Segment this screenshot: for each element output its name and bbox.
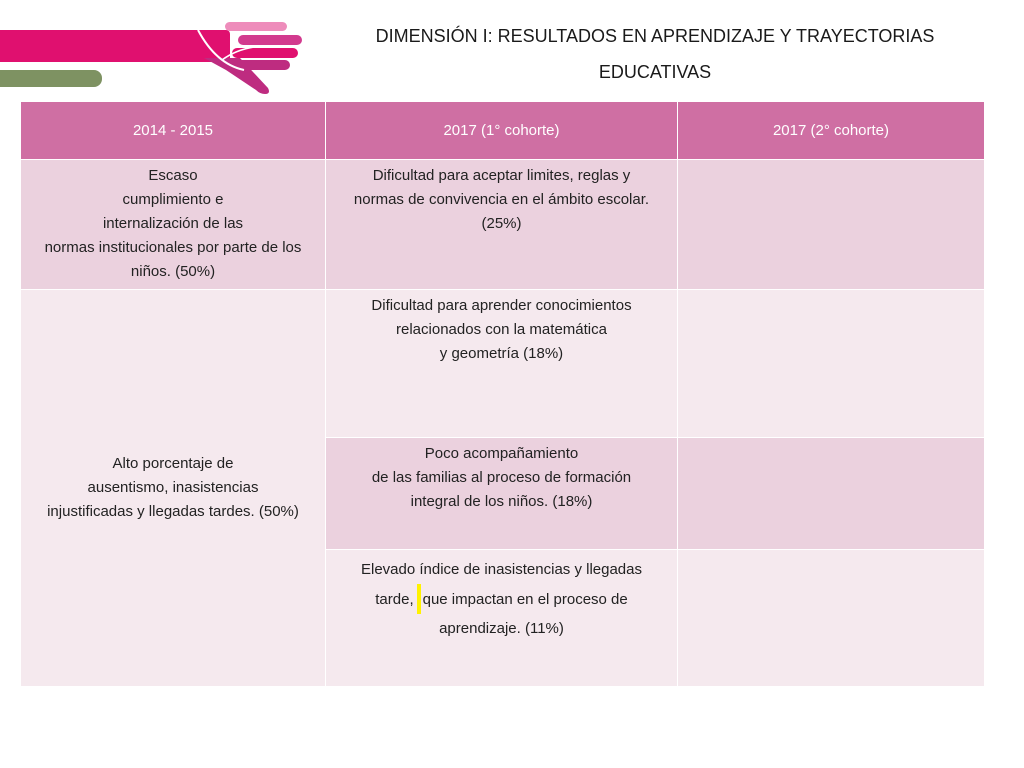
cell-line: Dificultad para aceptar limites, reglas y — [372, 167, 631, 184]
table-cell-empty — [678, 290, 984, 437]
cell-line: de las familias al proceso de formación — [371, 469, 632, 486]
table-cell-empty — [678, 438, 984, 549]
cell-line: internalización de las — [102, 215, 244, 232]
header-2017-cohort-1: 2017 (1° cohorte) — [326, 102, 677, 159]
logo-finger-2 — [238, 35, 302, 45]
header-2017-cohort-2: 2017 (2° cohorte) — [678, 102, 984, 159]
table-cell-merged — [21, 290, 325, 686]
cell-line: integral de los niños. (18%) — [410, 493, 593, 510]
text-cursor-highlight — [417, 584, 421, 614]
cell-line: normas de convivencia en el ámbito escolar. — [353, 191, 650, 208]
logo-finger-1 — [225, 22, 287, 31]
cell-line: y geometría (18%) — [439, 345, 564, 362]
logo-magenta-bar — [0, 30, 230, 62]
cell-line — [334, 584, 669, 614]
table-cell — [326, 290, 677, 437]
cell-line: aprendizaje. (11%) — [439, 620, 564, 637]
cell-text: tarde, — [375, 591, 414, 608]
cell-line: Dificultad para aprender conocimientos — [371, 297, 632, 314]
cell-line: (25%) — [481, 215, 522, 232]
title-line-1: DIMENSIÓN I: RESULTADOS EN APRENDIZAJE Y TRAYECTORIAS — [375, 26, 935, 46]
header-2014-2015: 2014 - 2015 — [21, 102, 325, 159]
cell-line: Escaso — [148, 167, 198, 184]
cell-line: ausentismo, inasistencias — [87, 479, 259, 496]
slide-title — [300, 18, 1010, 90]
cell-line: Elevado índice de inasistencias y llegadas — [360, 561, 642, 578]
table-cell-empty — [678, 160, 984, 289]
logo-green-bar — [0, 70, 102, 87]
cell-line: Poco acompañamiento — [424, 445, 579, 462]
results-table — [21, 102, 984, 686]
table-cell — [326, 160, 677, 289]
table-cell — [21, 160, 325, 289]
table-cell — [326, 550, 677, 686]
cell-line: Alto porcentaje de — [112, 455, 234, 472]
cell-line: cumplimiento e — [122, 191, 224, 208]
cell-text: que impactan en el proceso de — [422, 591, 628, 608]
cell-text-block — [47, 452, 299, 524]
cell-line: niños. (50%) — [130, 263, 216, 280]
cell-line: normas institucionales por parte de los — [44, 239, 302, 256]
cell-line: relacionados con la matemática — [396, 321, 607, 338]
table-cell — [326, 438, 677, 549]
hands-logo — [0, 18, 310, 98]
table-cell-empty — [678, 550, 984, 686]
cell-line: injustificadas y llegadas tardes. (50%) — [47, 503, 299, 520]
title-line-2: EDUCATIVAS — [598, 62, 712, 82]
